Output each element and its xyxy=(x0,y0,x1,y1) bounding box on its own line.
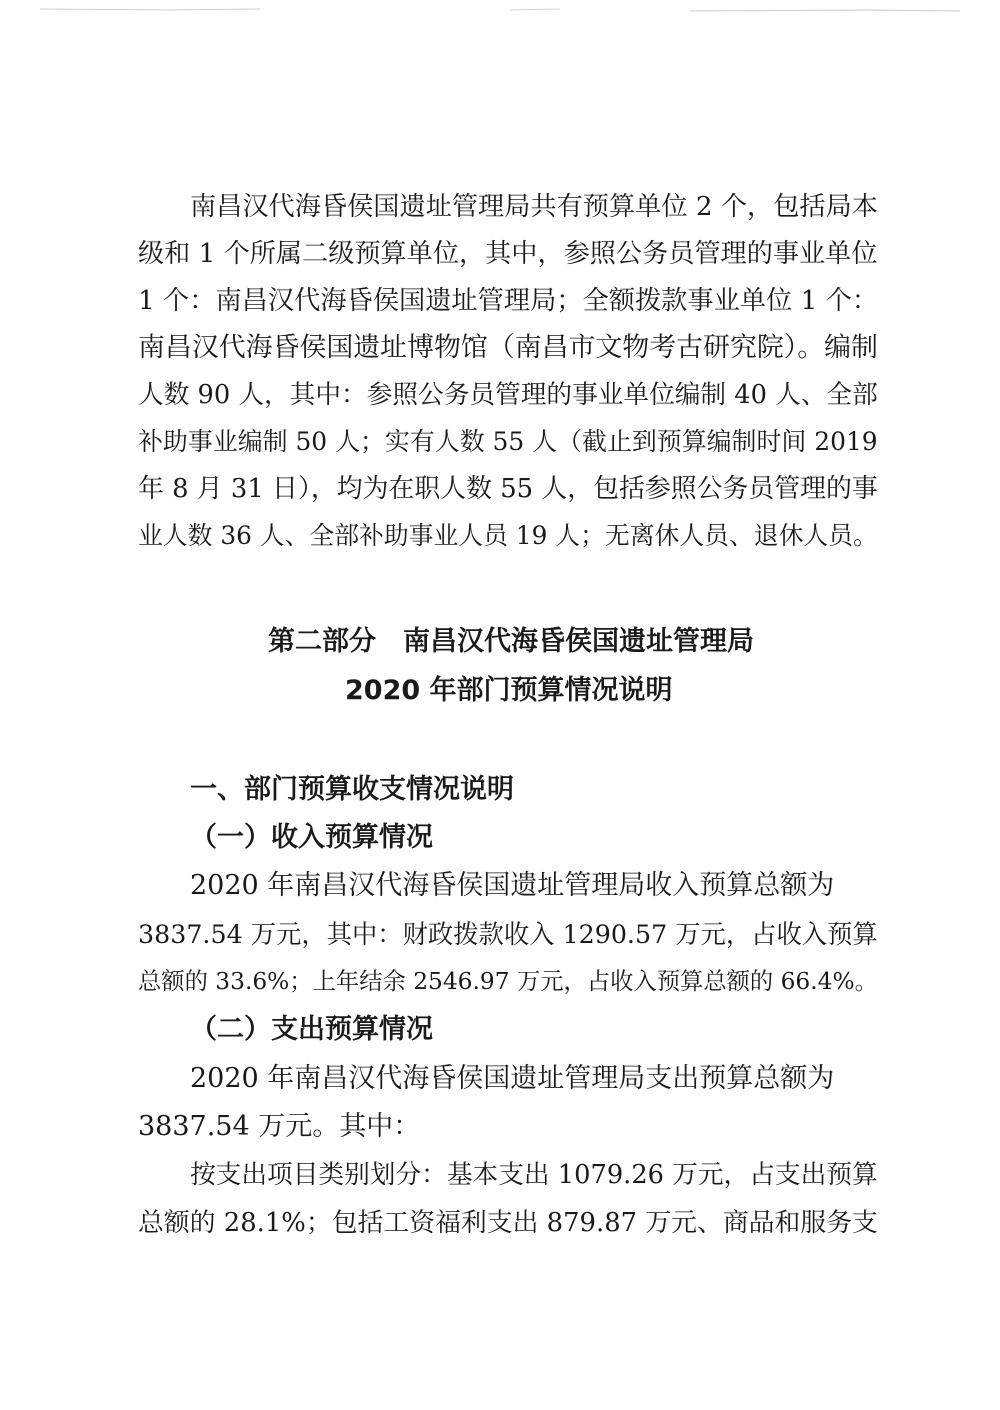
income-line-2: 3837.54 万元，其中：财政拨款收入 1290.57 万元，占收入预算 xyxy=(138,919,878,949)
intro-line-3: 1 个：南昌汉代海昏侯国遗址管理局；全额拨款事业单位 1 个： xyxy=(138,286,879,316)
intro-line-4: 南昌汉代海昏侯国遗址博物馆（南昌市文物考古研究院）。编制 xyxy=(138,332,878,363)
scan-edge-marks xyxy=(0,0,1000,28)
income-line-1: 2020 年南昌汉代海昏侯国遗址管理局收入预算总额为 xyxy=(190,870,835,901)
expense-category-line-1: 按支出项目类别划分：基本支出 1079.26 万元，占支出预算 xyxy=(190,1160,878,1190)
intro-line-2: 级和 1 个所属二级预算单位，其中，参照公务员管理的事业单位 xyxy=(138,239,878,269)
intro-line-8: 业人数 36 人、全部补助事业人员 19 人；无离休人员、退休人员。 xyxy=(138,521,878,550)
section-heading: 一、部门预算收支情况说明 xyxy=(190,774,514,805)
part-title-line-2: 2020 年部门预算情况说明 xyxy=(345,675,673,706)
part-title-line-1: 第二部分 南昌汉代海昏侯国遗址管理局 xyxy=(268,626,754,657)
intro-line-5: 人数 90 人，其中：参照公务员管理的事业单位编制 40 人、全部 xyxy=(138,380,878,410)
income-line-3: 总额的 33.6%；上年结余 2546.97 万元，占收入预算总额的 66.4%。 xyxy=(138,968,878,995)
intro-line-6: 补助事业编制 50 人；实有人数 55 人（截止到预算编制时间 2019 xyxy=(138,427,878,456)
expense-category-line-2: 总额的 28.1%；包括工资福利支出 879.87 万元、商品和服务支 xyxy=(138,1208,878,1238)
expense-heading: （二）支出预算情况 xyxy=(190,1014,433,1045)
expense-line-2: 3837.54 万元。其中： xyxy=(138,1111,421,1142)
income-heading: （一）收入预算情况 xyxy=(190,822,433,853)
intro-line-7: 年 8 月 31 日），均为在职人数 55 人，包括参照公务员管理的事 xyxy=(138,474,878,504)
intro-line-1: 南昌汉代海昏侯国遗址管理局共有预算单位 2 个，包括局本 xyxy=(190,192,878,222)
expense-line-1: 2020 年南昌汉代海昏侯国遗址管理局支出预算总额为 xyxy=(190,1063,835,1094)
